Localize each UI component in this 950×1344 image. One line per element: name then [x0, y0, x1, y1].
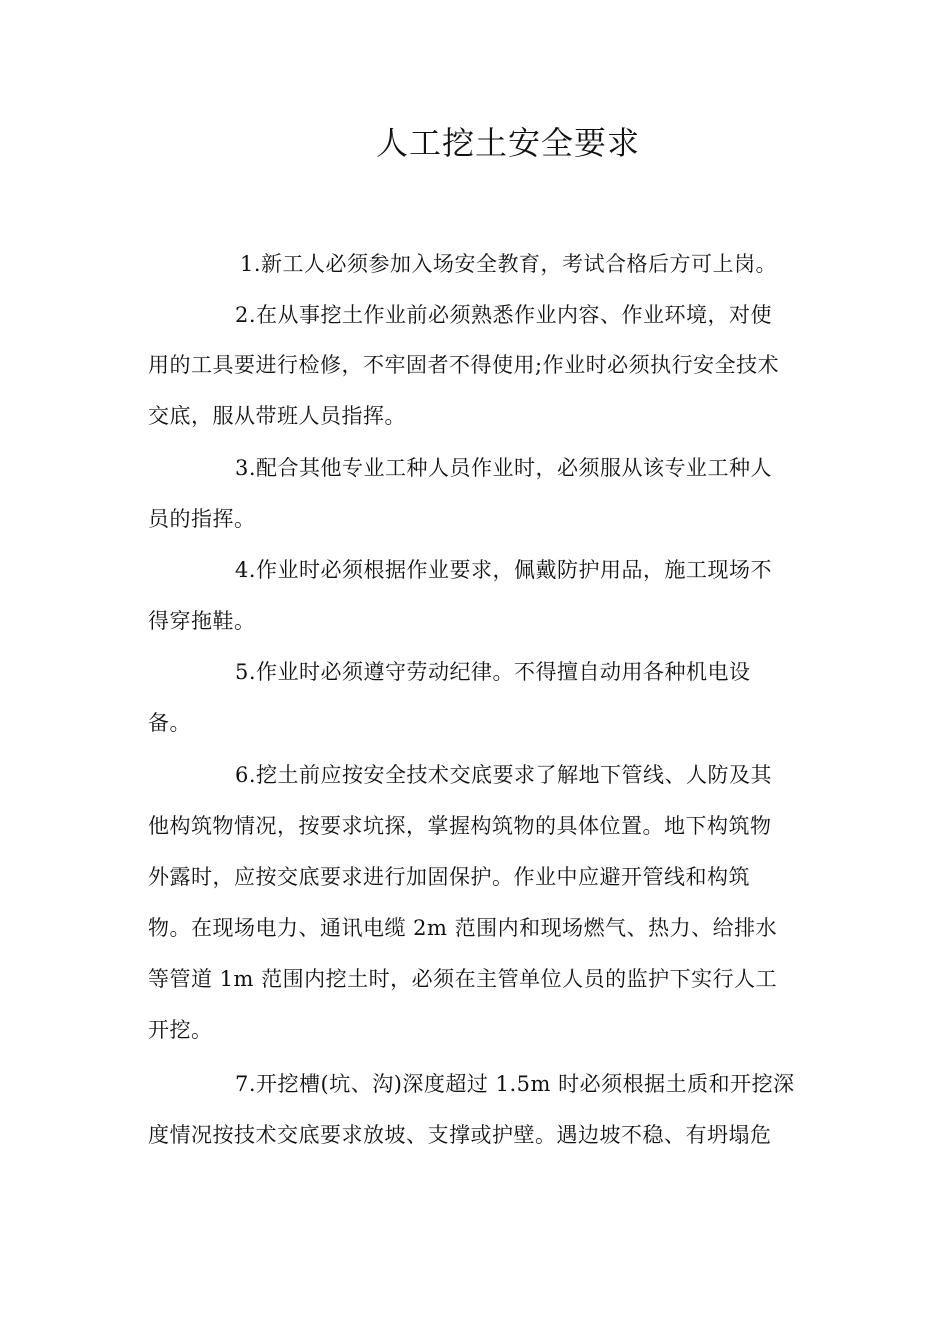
paragraph-line: 1.新工人必须参加入场安全教育，考试合格后方可上岗。	[240, 252, 778, 276]
paragraph-line: 6.挖土前应按安全技术交底要求了解地下管线、人防及其	[235, 763, 773, 787]
paragraph-line: 物。在现场电力、通讯电缆 2m 范围内和现场燃气、热力、给排水	[148, 916, 778, 940]
paragraph-line: 开挖。	[148, 1018, 213, 1042]
paragraph-line: 等管道 1m 范围内挖土时，必须在主管单位人员的监护下实行人工	[148, 967, 778, 991]
paragraph-line: 3.配合其他专业工种人员作业时，必须服从该专业工种人	[235, 456, 773, 480]
paragraph-line: 度情况按技术交底要求放坡、支撑或护壁。遇边坡不稳、有坍塌危	[148, 1123, 772, 1147]
paragraph-line: 用的工具要进行检修，不牢固者不得使用;作业时必须执行安全技术	[148, 353, 780, 377]
paragraph-line: 得穿拖鞋。	[148, 609, 256, 633]
paragraph-line: 备。	[148, 711, 191, 735]
paragraph-line: 4.作业时必须根据作业要求，佩戴防护用品，施工现场不	[235, 558, 773, 582]
paragraph-line: 员的指挥。	[148, 507, 256, 531]
paragraph-line: 交底，服从带班人员指挥。	[148, 404, 406, 428]
paragraph-line: 2.在从事挖土作业前必须熟悉作业内容、作业环境，对使	[235, 303, 773, 327]
paragraph-line: 他构筑物情况，按要求坑探，掌握构筑物的具体位置。地下构筑物	[148, 814, 772, 838]
paragraph-line: 7.开挖槽(坑、沟)深度超过 1.5m 时必须根据土质和开挖深	[235, 1072, 795, 1096]
document-title: 人工挖土安全要求	[375, 124, 640, 162]
paragraph-line: 外露时，应按交底要求进行加固保护。作业中应避开管线和构筑	[148, 865, 750, 889]
paragraph-line: 5.作业时必须遵守劳动纪律。不得擅自动用各种机电设	[235, 660, 751, 684]
